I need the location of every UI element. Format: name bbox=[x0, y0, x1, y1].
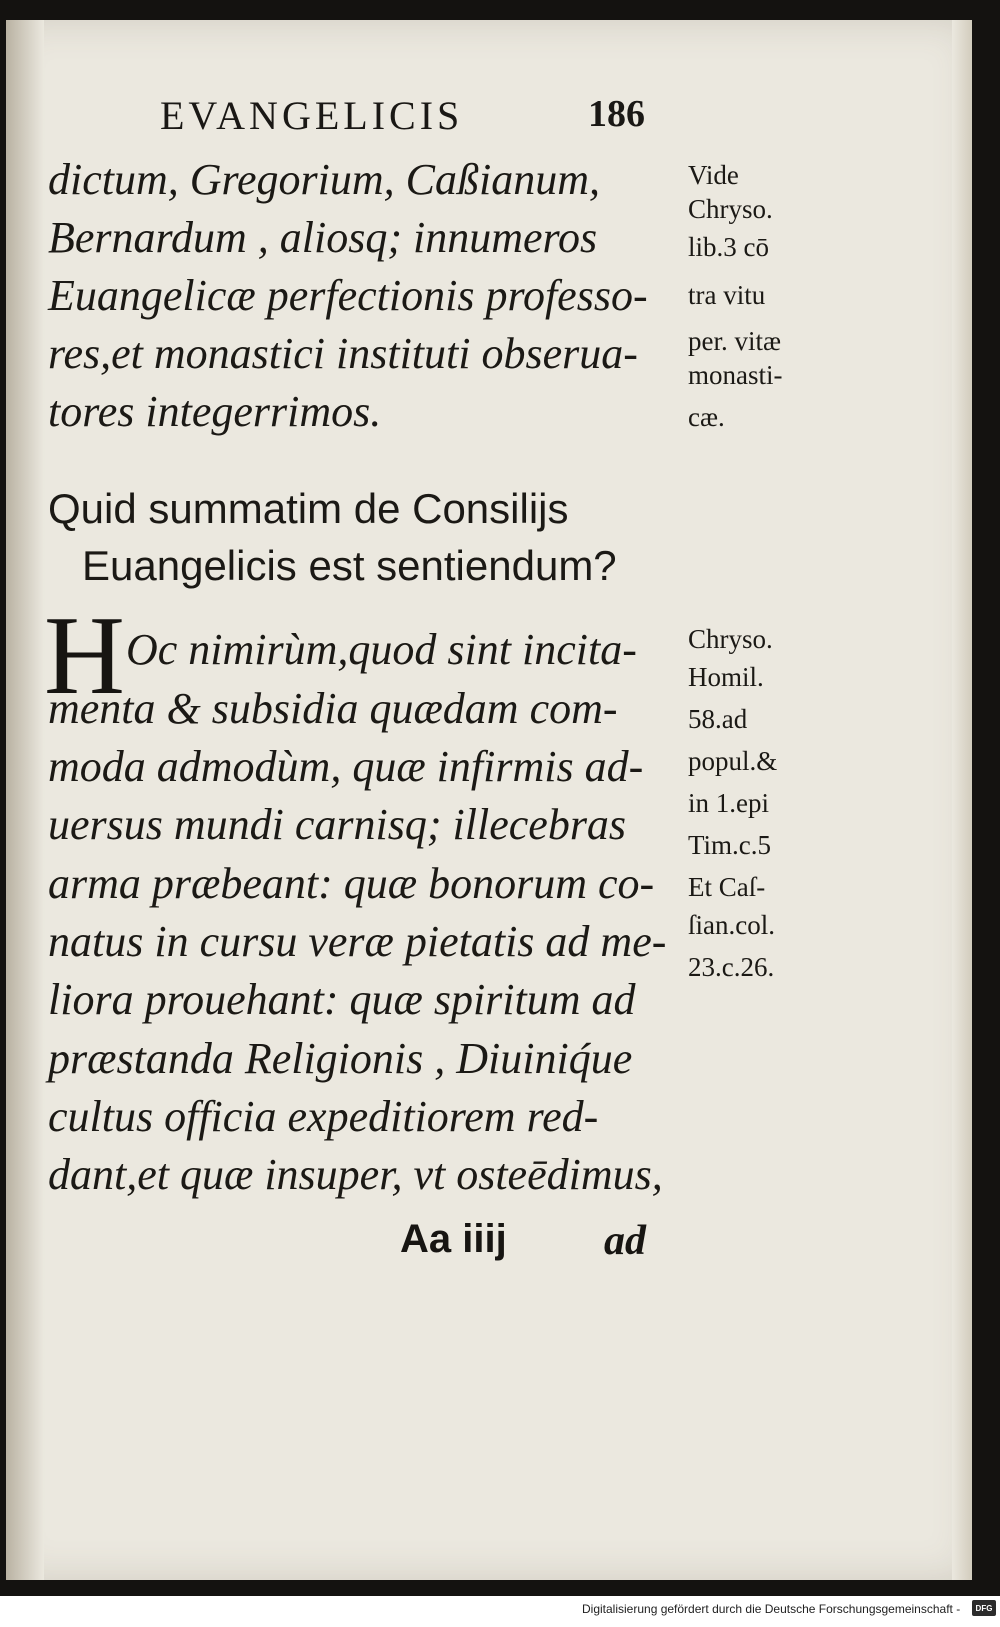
margin-note-line: tra vitu bbox=[688, 280, 766, 310]
margin-note-line: 23.c.26. bbox=[688, 952, 775, 982]
margin-note-line: monasti- bbox=[688, 360, 783, 390]
margin-note-line: cæ. bbox=[688, 402, 725, 432]
text-line: arma præbeant: quæ bonorum co- bbox=[48, 859, 655, 908]
text-line: uersus mundi carnisq; illecebras bbox=[48, 800, 627, 849]
margin-note-line: Homil. bbox=[688, 662, 764, 692]
digitization-credit: Digitalisierung gefördert durch die Deutsche Forschungsgemeinschaft - bbox=[582, 1602, 961, 1616]
page-number: 186 bbox=[588, 93, 645, 135]
section-heading-line: Euangelicis est sentiendum? bbox=[82, 542, 617, 589]
margin-note-line: Chryso. bbox=[688, 194, 773, 224]
margin-note-line: Et Caſ- bbox=[688, 872, 766, 902]
margin-note-line: popul.& bbox=[688, 746, 778, 776]
margin-note-line: ſian.col. bbox=[688, 910, 775, 940]
margin-note-line: Tim.c.5 bbox=[688, 830, 772, 860]
text-line: dictum, Gregorium, Caßianum, bbox=[48, 155, 601, 204]
text-line: res,et monastici instituti obserua- bbox=[48, 329, 638, 378]
margin-note-line: Vide bbox=[688, 160, 739, 190]
text-line: dant,et quæ insuper, vt osteēdimus, bbox=[48, 1150, 663, 1199]
margin-note-line: in 1.epi bbox=[688, 788, 769, 818]
text-line: Oc nimirùm,quod sint incita- bbox=[126, 625, 637, 674]
catchword: ad bbox=[604, 1218, 646, 1264]
text-line: tores integerrimos. bbox=[48, 387, 382, 436]
text-line: moda admodùm, quæ infirmis ad- bbox=[48, 742, 644, 791]
text-line: Bernardum , aliosq; innumeros bbox=[48, 213, 598, 262]
text-line: liora prouehant: quæ spiritum ad bbox=[48, 975, 636, 1024]
dfg-logo: DFG bbox=[972, 1600, 996, 1616]
text-line: menta & subsidia quædam com- bbox=[48, 684, 618, 733]
margin-note-line: 58.ad bbox=[688, 704, 748, 734]
drop-cap: H bbox=[44, 594, 125, 718]
page-gutter-shadow bbox=[6, 20, 44, 1580]
page-edge-shadow bbox=[952, 20, 972, 1580]
text-line: natus in cursu veræ pietatis ad me- bbox=[48, 917, 667, 966]
margin-note-line: Chryso. bbox=[688, 624, 773, 654]
running-title: EVANGELICIS bbox=[160, 93, 464, 138]
text-line: cultus officia expeditiorem red- bbox=[48, 1092, 599, 1141]
signature-mark: Aa iiij bbox=[400, 1217, 507, 1261]
text-line: Euangelicæ perfectionis professo- bbox=[48, 271, 648, 320]
text-line: præstanda Religionis , Diuiniq́ue bbox=[48, 1034, 633, 1083]
margin-note-line: lib.3 cō bbox=[688, 232, 769, 262]
section-heading-line: Quid summatim de Consilijs bbox=[48, 485, 569, 532]
margin-note-line: per. vitæ bbox=[688, 326, 781, 356]
